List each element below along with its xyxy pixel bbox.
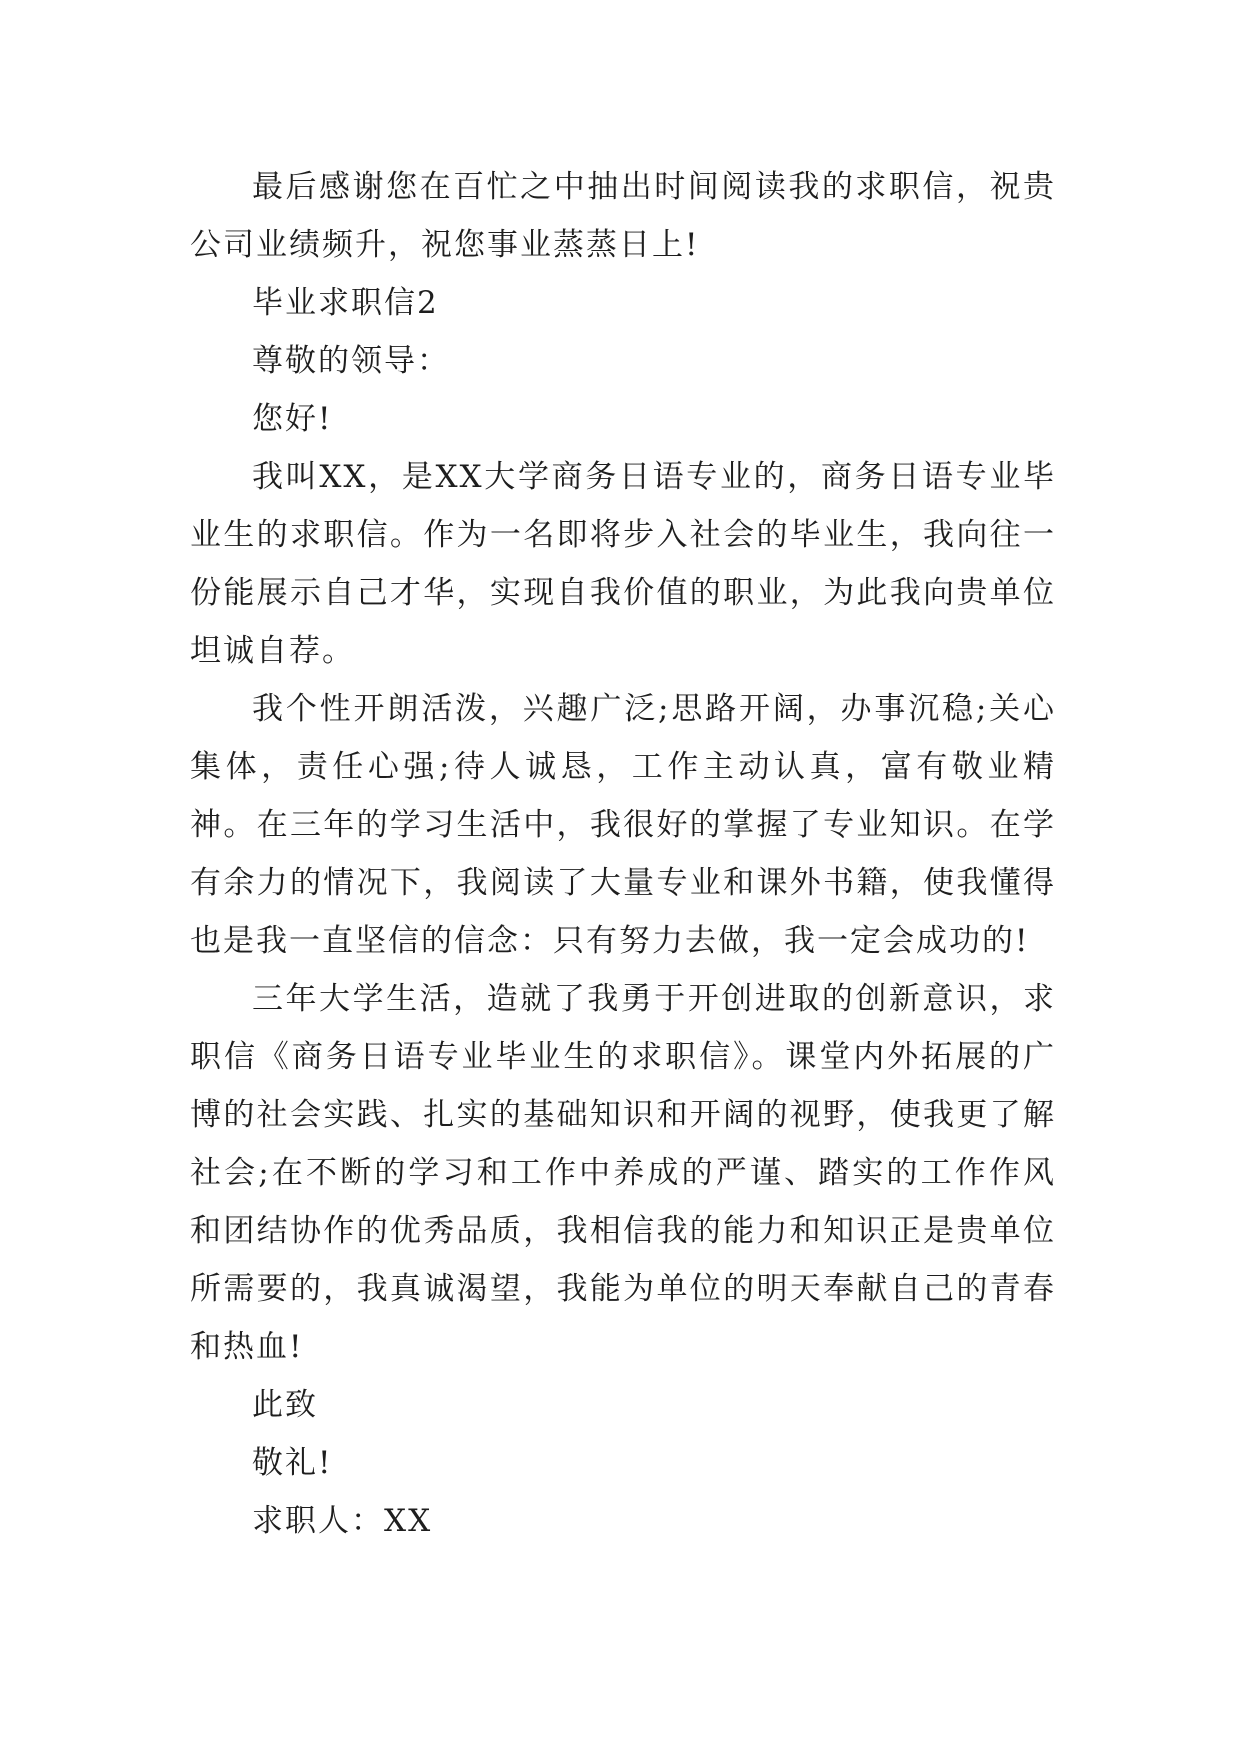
regards: 敬礼! — [252, 1445, 333, 1481]
intro-paragraph: 我叫XX，是XX大学商务日语专业的，商务日语专业毕业生的求职信。作为一名即将步入社会的毕业生，我向往一份能展示自己才华，实现自我价值的职业，为此我向贵单位坦诚自荐。 — [190, 459, 1056, 669]
university-life-paragraph: 三年大学生活，造就了我勇于开创进取的创新意识，求职信《商务日语专业毕业生的求职信》。课堂内外拓展的广博的社会实践、扎实的基础知识和开阔的视野，使我更了解社会;在不断的学习和工作中养成的严谨、踏实的工作作风和团结协作的优秀品质，我相信我的能力和知识正是贵单位所需要的，我真诚渴望，我能为单位的明天奉献自己的青春和热血! — [190, 981, 1056, 1365]
greeting: 您好! — [252, 401, 333, 437]
closing-thanks-paragraph: 最后感谢您在百忙之中抽出时间阅读我的求职信，祝贵公司业绩频升，祝您事业蒸蒸日上! — [190, 169, 1056, 263]
salutation: 尊敬的领导： — [252, 343, 450, 379]
closing-phrase: 此致 — [252, 1387, 318, 1423]
letter-heading: 毕业求职信2 — [252, 285, 439, 321]
signature-line: 求职人：XX — [252, 1503, 433, 1539]
personality-paragraph: 我个性开朗活泼，兴趣广泛;思路开阔，办事沉稳;关心集体，责任心强;待人诚恳，工作主动认真，富有敬业精神。在三年的学习生活中，我很好的掌握了专业知识。在学有余力的情况下，我阅读了大量专业和课外书籍，使我懂得也是我一直坚信的信念：只有努力去做，我一定会成功的! — [190, 691, 1056, 959]
letter-body — [190, 158, 1056, 1550]
